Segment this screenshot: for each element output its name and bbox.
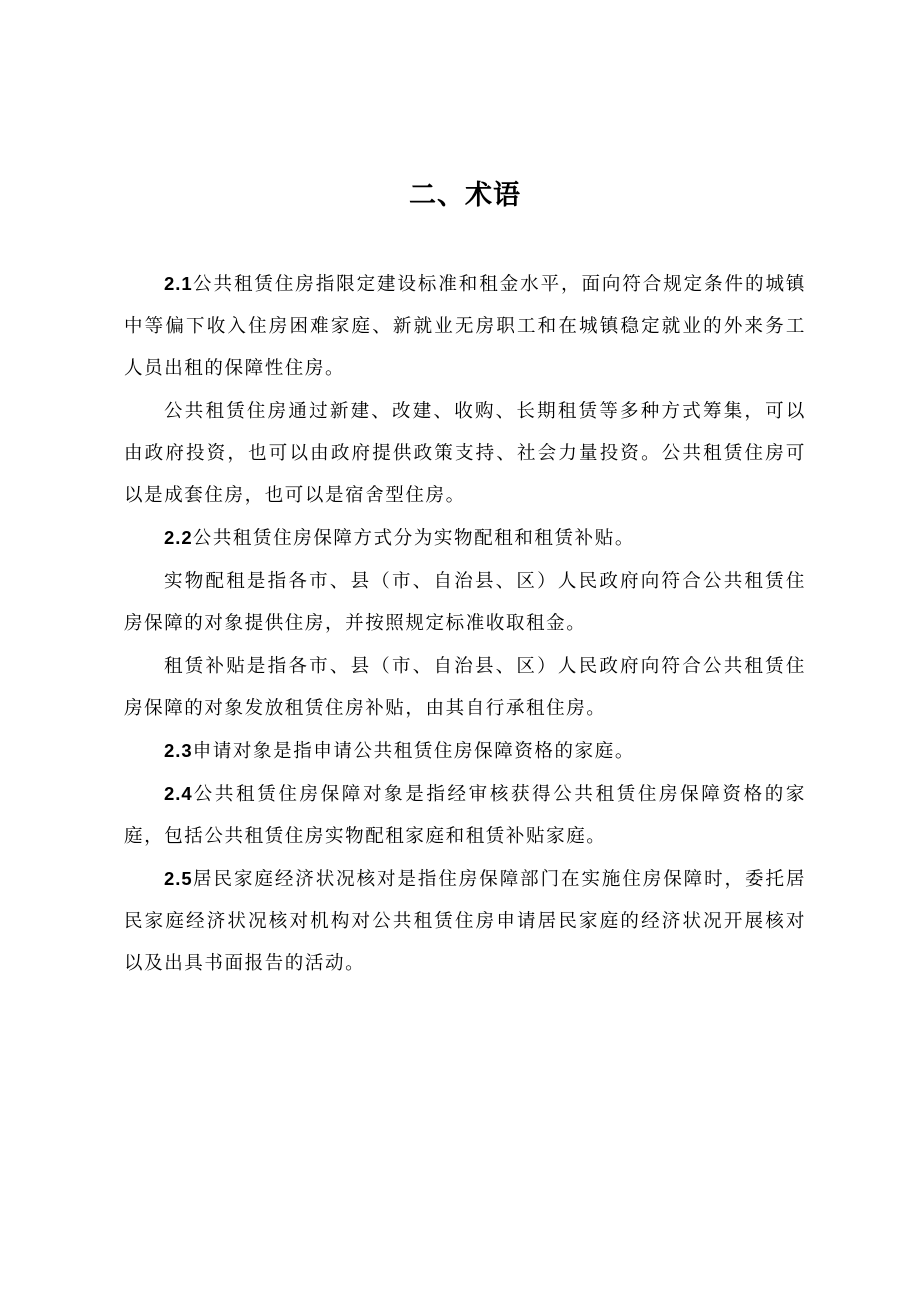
paragraph-text: 公共租赁住房指限定建设标准和租金水平，面向符合规定条件的城镇中等偏下收入住房困难家庭、新就业无房职工和在城镇稳定就业的外来务工人员出租的保障性住房。 (124, 274, 806, 379)
section-title: 二、术语 (409, 180, 521, 211)
clause-number: 2.5 (164, 868, 193, 889)
paragraph-text: 公共租赁住房通过新建、改建、收购、长期租赁等多种方式筹集，可以由政府投资，也可以由政府提供政策支持、社会力量投资。公共租赁住房可以是成套住房，也可以是宿舍型住房。 (124, 401, 806, 506)
paragraph-2-3 (124, 730, 806, 773)
paragraph-rental-subsidy (124, 645, 806, 730)
paragraph-physical-allocation (124, 560, 806, 645)
paragraph-2-2 (124, 517, 806, 560)
paragraph-text: 租赁补贴是指各市、县（市、自治县、区）人民政府向符合公共租赁住房保障的对象发放租赁住房补贴，由其自行承租住房。 (124, 656, 806, 719)
section-body (124, 263, 806, 985)
paragraph-2-1 (124, 263, 806, 390)
paragraph-2-4 (124, 773, 806, 858)
clause-number: 2.3 (164, 740, 193, 761)
paragraph-text: 公共租赁住房保障方式分为实物配租和租赁补贴。 (192, 528, 635, 549)
clause-number: 2.1 (164, 273, 193, 294)
paragraph-text: 居民家庭经济状况核对是指住房保障部门在实施住房保障时，委托居民家庭经济状况核对机构对公共租赁住房申请居民家庭的经济状况开展核对以及出具书面报告的活动。 (124, 869, 806, 974)
paragraph-2-5 (124, 858, 806, 985)
paragraph-text: 公共租赁住房保障对象是指经审核获得公共租赁住房保障资格的家庭，包括公共租赁住房实物配租家庭和租赁补贴家庭。 (124, 784, 806, 847)
clause-number: 2.2 (164, 527, 193, 548)
paragraph-text: 申请对象是指申请公共租赁住房保障资格的家庭。 (192, 741, 635, 762)
paragraph-text: 实物配租是指各市、县（市、自治县、区）人民政府向符合公共租赁住房保障的对象提供住房，并按照规定标准收取租金。 (124, 571, 806, 634)
paragraph-2-1-supplement (124, 390, 806, 517)
clause-number: 2.4 (164, 783, 193, 804)
